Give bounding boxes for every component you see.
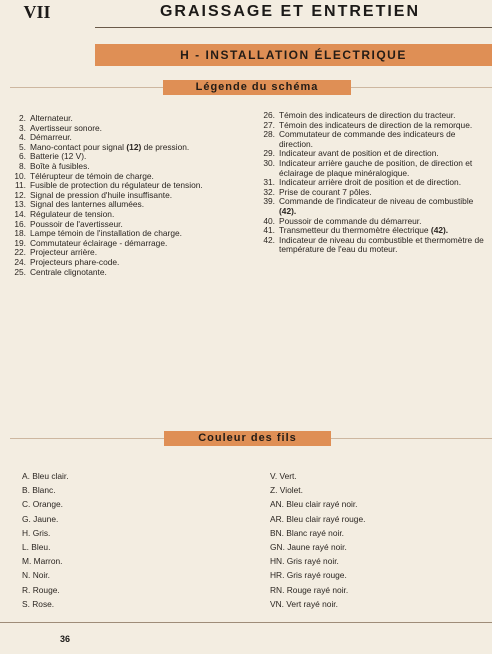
legend-item-text	[30, 268, 244, 278]
legend-item-reference: (42).	[430, 225, 449, 236]
wire-color-item: HN. Gris rayé noir.	[270, 556, 339, 567]
wire-color-item: G. Jaune.	[22, 513, 59, 524]
wire-color-item: AN. Bleu clair rayé noir.	[270, 499, 358, 510]
legend-item-number: 4.	[19, 132, 26, 143]
legend-item-label: Témoin des indicateurs de direction de la remorque.	[279, 119, 473, 130]
legend-item	[257, 236, 489, 255]
legend-item	[257, 197, 489, 216]
legend-item-label: Centrale clignotante.	[30, 266, 107, 277]
legend-list-left	[12, 114, 244, 277]
wire-color-item: B. Blanc.	[22, 485, 56, 496]
wire-color-item: Z. Violet.	[270, 485, 303, 496]
legend-item-label: Boîte à fusibles.	[30, 160, 90, 171]
legend-item-label: Signal de pression d'huile insuffisante.	[30, 189, 173, 200]
legend-item-number: 32.	[263, 186, 275, 197]
legend-item-number: 42.	[263, 234, 275, 245]
chapter-number: VII	[23, 2, 51, 22]
legend-item-number: 39.	[263, 196, 275, 207]
legend-item-label: Commande de l'indicateur de niveau de combustible	[279, 196, 474, 207]
legend-item-text	[279, 159, 489, 178]
legend-item-number: 8.	[19, 160, 26, 171]
legend-item-label: Indicateur arrière droit de position et de direction.	[279, 177, 462, 188]
legend-item-label: Indicateur avant de position et de direction.	[279, 148, 439, 159]
wire-color-item: M. Marron.	[22, 556, 63, 567]
legend-item-label: Projecteur arrière.	[30, 247, 98, 258]
legend-item-number: 16.	[14, 218, 26, 229]
legend-item-number: 41.	[263, 225, 275, 236]
legend-item-label: Commutateur éclairage - démarrage.	[30, 237, 168, 248]
legend-item-number: 11.	[14, 180, 26, 191]
footer-rule	[0, 622, 492, 623]
legend-item-number: 5.	[19, 141, 26, 152]
legend-item-number: 2.	[19, 113, 26, 123]
wire-color-item: R. Rouge.	[22, 584, 60, 595]
legend-item-number: 18.	[14, 228, 26, 239]
wire-color-item: S. Rose.	[22, 598, 55, 609]
legend-item-label-end: de pression.	[141, 141, 190, 152]
legend-item-text	[279, 197, 489, 216]
legend-item-label: Transmetteur du thermomètre électrique	[279, 225, 431, 236]
wire-color-item: HR. Gris rayé rouge.	[270, 570, 347, 581]
legend-list-right	[257, 111, 489, 255]
legend-item-number: 14.	[14, 208, 26, 219]
legend-item-label: Démarreur.	[30, 132, 72, 143]
wire-colors-title: Couleur des fils	[164, 431, 331, 446]
legend-item-label: Témoin des indicateurs de direction du tracteur.	[279, 110, 456, 120]
wire-color-item: GN. Jaune rayé noir.	[270, 541, 347, 552]
legend-item-label: Poussoir de commande du démarreur.	[279, 215, 422, 226]
legend-item-number: 6.	[19, 151, 26, 162]
title-rule	[95, 27, 492, 28]
legend-item-number: 26.	[263, 110, 275, 120]
wire-color-item: AR. Bleu clair rayé rouge.	[270, 513, 366, 524]
wire-color-item: BN. Blanc rayé noir.	[270, 527, 345, 538]
legend-title: Légende du schéma	[163, 80, 351, 95]
wire-color-item: L. Bleu.	[22, 541, 51, 552]
legend-item-label: Indicateur de niveau du combustible et thermomètre de température de l'eau du moteur.	[279, 234, 484, 255]
legend-item-label: Régulateur de tension.	[30, 208, 115, 219]
legend-item-label: Batterie (12 V).	[30, 151, 87, 162]
legend-item-number: 28.	[263, 129, 275, 140]
legend-item-label: Signal des lanternes allumées.	[30, 199, 145, 210]
section-title: H - INSTALLATION ÉLECTRIQUE	[95, 44, 492, 66]
legend-item-label: Indicateur arrière gauche de position, de direction et éclairage de plaque minéralogique.	[279, 157, 473, 178]
legend-item-reference: (12)	[126, 141, 142, 152]
wire-color-item: V. Vert.	[270, 471, 297, 481]
legend-item	[12, 268, 244, 278]
page-title: GRAISSAGE ET ENTRETIEN	[159, 3, 421, 20]
legend-item-number: 27.	[263, 119, 275, 130]
legend-item-label: Télérupteur de témoin de charge.	[30, 170, 154, 181]
legend-item-label: Lampe témoin de l'installation de charge.	[30, 228, 182, 239]
wire-color-item: A. Bleu clair.	[22, 471, 69, 481]
legend-item-label: Poussoir de l'avertisseur.	[30, 218, 123, 229]
legend-item-text	[279, 236, 489, 255]
legend-item-number: 10.	[14, 170, 26, 181]
legend-item-number: 30.	[263, 157, 275, 168]
legend-item-number: 29.	[263, 148, 275, 159]
wire-colors-list-left	[22, 471, 232, 613]
legend-item-number: 25.	[14, 266, 26, 277]
legend-item-number: 3.	[19, 122, 26, 133]
legend-item	[257, 130, 489, 149]
legend-item-number: 13.	[14, 199, 26, 210]
page-number: 36	[60, 634, 71, 644]
wire-color-item: VN. Vert rayé noir.	[270, 598, 338, 609]
legend-item-label: Commutateur de commande des indicateurs de direction.	[279, 129, 456, 149]
legend-item-label: Alternateur.	[30, 113, 73, 123]
legend-item-number: 31.	[263, 177, 275, 188]
wire-color-item: N. Noir.	[22, 570, 50, 581]
legend-item-number: 22.	[14, 247, 26, 258]
legend-item-reference: (42).	[279, 205, 297, 216]
legend-item-text	[279, 130, 489, 149]
wire-color-item: H. Gris.	[22, 527, 51, 538]
legend-item-number: 40.	[263, 215, 275, 226]
legend-item-label: Prise de courant 7 pôles.	[279, 186, 372, 197]
legend-item-number: 24.	[14, 256, 26, 267]
legend-item-label: Mano-contact pour signal	[30, 141, 127, 152]
legend-item-number: 12.	[14, 189, 26, 200]
wire-color-item: C. Orange.	[22, 499, 63, 510]
wire-colors-list-right	[270, 471, 480, 613]
legend-item-number: 19.	[14, 237, 26, 248]
wire-color-item: RN. Rouge rayé noir.	[270, 584, 349, 595]
legend-item-label: Projecteurs phare-code.	[30, 256, 120, 267]
legend-item-label: Fusible de protection du régulateur de tension.	[30, 180, 203, 191]
legend-item-label: Avertisseur sonore.	[30, 122, 102, 133]
legend-item	[257, 159, 489, 178]
